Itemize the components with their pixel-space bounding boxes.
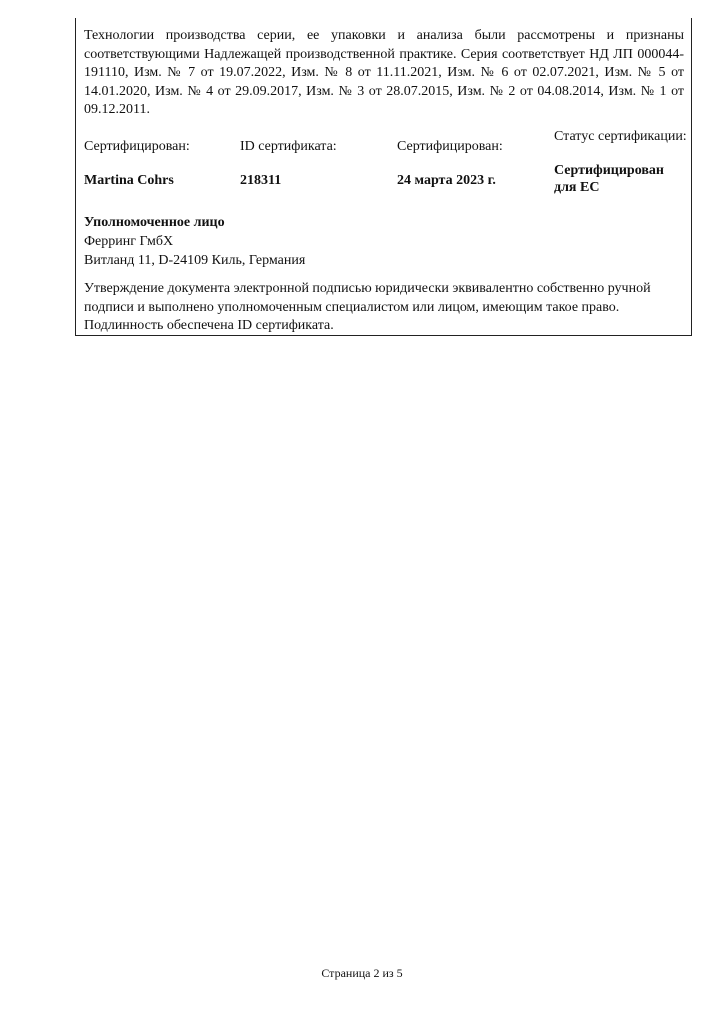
certification-status-label: Статус сертификации: xyxy=(554,129,687,144)
certified-by-value: Martina Cohrs xyxy=(84,173,174,188)
certified-by-label: Сертифицирован: xyxy=(84,139,190,154)
certificate-id-value: 218311 xyxy=(240,173,282,188)
intro-paragraph: Технологии производства серии, ее упаковки и анализа были рассмотрены и признаны соответствующими Надлежащей производственной практике. Серия соответствует НД ЛП 000044-191110, Изм. № 7 от 19.07.2022, Изм. № 8 от 11.11.2021, Изм. № 6 от 02.07.2021, Изм. № 5 от 14.01.2020, Изм. № 4 от 29.09.2017, Изм. № 3 от 28.07.2015, Изм. № 2 от 04.08.2014, Изм. № 1 от 09.12.2011. xyxy=(84,28,684,118)
page-number: Страница 2 из 5 xyxy=(321,966,403,980)
authorized-person-organization: Ферринг ГмбХ xyxy=(84,234,174,249)
certified-date-label: Сертифицирован: xyxy=(397,139,503,154)
certificate-id-label: ID сертификата: xyxy=(240,139,337,154)
authorized-person-address: Витланд 11, D-24109 Киль, Германия xyxy=(84,253,306,268)
certified-date-value: 24 марта 2023 г. xyxy=(397,173,496,188)
document-frame xyxy=(75,18,692,336)
authorized-person-title: Уполномоченное лицо xyxy=(84,215,225,230)
certification-status-value: Сертифицирован для ЕС xyxy=(554,163,664,195)
signature-note: Утверждение документа электронной подписью юридически эквивалентно собственно ручной подписи и выполнено уполномоченным специалистом или лицом, имеющим такое право. Подлинность обеспечена ID сертификата. xyxy=(84,281,651,334)
